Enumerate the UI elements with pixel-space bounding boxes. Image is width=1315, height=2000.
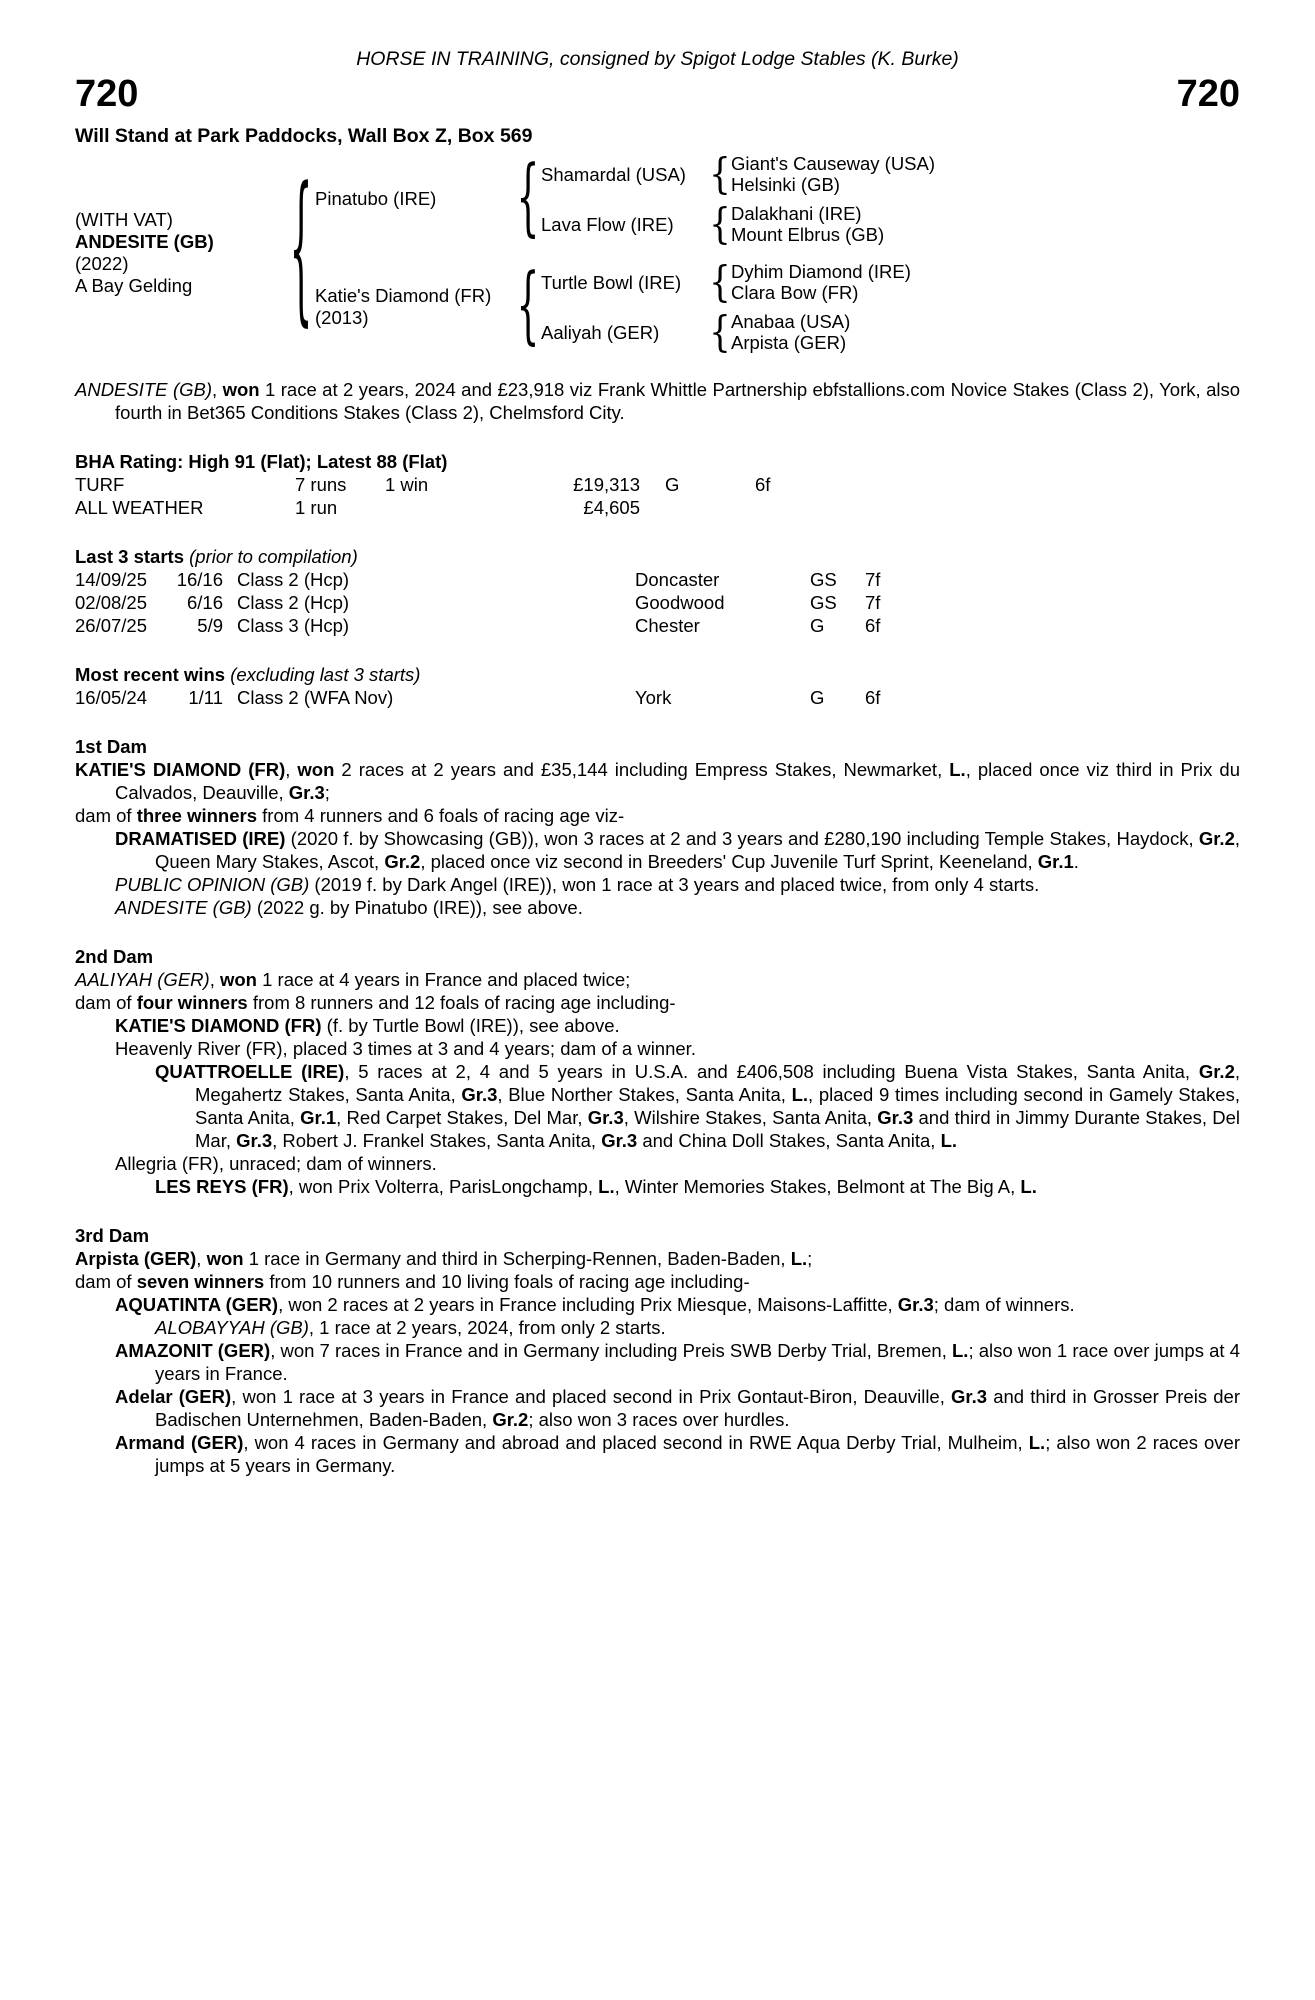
pedigree-brace-sd: {: [709, 199, 731, 249]
start-row: [75, 614, 1240, 637]
dam1-heading: 1st Dam: [75, 736, 147, 757]
stand-line: Will Stand at Park Paddocks, Wall Box Z, Box 569: [75, 125, 533, 147]
dam-grandparents: [541, 257, 911, 357]
lot-number-right: 720: [1176, 73, 1240, 115]
course: Doncaster: [635, 569, 720, 590]
dam3-progeny: AMAZONIT (GER), won 7 races in France and in Germany including Preis SWB Derby Trial, Bremen, L.; also won 1 race over jumps at 4 years in France.: [115, 1340, 1240, 1384]
distance: 7f: [865, 569, 881, 590]
surface-label: TURF: [75, 474, 125, 495]
dam1-paragraph: dam of three winners from 4 runners and 6 foals of racing age viz-: [75, 805, 625, 826]
course: Chester: [635, 615, 700, 636]
dam1-paragraph: KATIE'S DIAMOND (FR), won 2 races at 2 years and £35,144 including Empress Stakes, Newmarket, L., placed once viz third in Prix du Calvados, Deauville, Gr.3;: [75, 759, 1240, 803]
going: [640, 496, 755, 519]
sire-grandparents: [541, 149, 936, 249]
dam3-progeny: AQUATINTA (GER), won 2 races at 2 years in France including Prix Miesque, Maisons-Laffitte, Gr.3; dam of winners.: [115, 1294, 1075, 1315]
great-grandparent: Clara Bow (FR): [731, 282, 859, 303]
consignor-line: HORSE IN TRAINING, consigned by Spigot Lodge Stables (K. Burke): [356, 48, 959, 70]
dam-dam-parents: [731, 311, 850, 353]
lot-number-row: [75, 75, 1240, 113]
distance: [755, 496, 1240, 519]
dam-sire-parents: [731, 261, 911, 303]
sire-sire-parents: [731, 153, 935, 195]
dam3-paragraph: Arpista (GER), won 1 race in Germany and third in Scherping-Rennen, Baden-Baden, L.;: [75, 1248, 813, 1269]
finish-position: 5/9: [197, 615, 223, 636]
pedigree-dam-block: [315, 257, 935, 357]
race-date: 26/07/25: [75, 615, 148, 636]
dam3-progeny: Armand (GER), won 4 races in Germany and abroad and placed second in RWE Aqua Derby Trial, Mulheim, L.; also won 2 races over jumps at 5 years in Germany.: [115, 1432, 1240, 1476]
race-date: 14/09/25: [75, 569, 148, 590]
win-row: [75, 686, 1240, 709]
great-grandparent: Mount Elbrus (GB): [731, 224, 885, 245]
finish-position: 16/16: [176, 569, 223, 590]
pedigree-table: [75, 149, 1240, 357]
dam1-progeny: PUBLIC OPINION (GB) (2019 f. by Dark Angel (IRE)), won 1 race at 3 years and placed twice, from only 4 starts.: [115, 874, 1040, 895]
dam2-paragraph: dam of four winners from 8 runners and 12 foals of racing age including-: [75, 992, 676, 1013]
earnings: £4,605: [583, 497, 640, 518]
great-grandparent: Giant's Causeway (USA): [731, 153, 936, 174]
sire-name: Pinatubo (IRE): [315, 188, 437, 209]
lot-number-left: 720: [75, 73, 139, 115]
race-record-row-aw: [75, 496, 1240, 519]
great-grandparent: Anabaa (USA): [731, 311, 851, 332]
last-starts-title: Last 3 starts (prior to compilation): [75, 546, 358, 567]
race-record-paragraph: ANDESITE (GB), won 1 race at 2 years, 2024 and £23,918 viz Frank Whittle Partnership ebfstallions.com Novice Stakes (Class 2), York, also fourth in Bet365 Conditions Stakes (Class 2), Chelmsford City.: [75, 379, 1241, 423]
dam3-progeny: ALOBAYYAH (GB), 1 race at 2 years, 2024, from only 2 starts.: [155, 1317, 666, 1338]
finish-position: 1/11: [188, 687, 223, 708]
sire-dam-name: Lava Flow (IRE): [541, 213, 674, 235]
dam-year: (2013): [315, 307, 369, 328]
dam2-progeny: KATIE'S DIAMOND (FR) (f. by Turtle Bowl (IRE)), see above.: [115, 1015, 620, 1036]
dam-name: Katie's Diamond (FR): [315, 285, 492, 306]
sire-sire-block: [541, 149, 936, 199]
dam2-progeny: Allegria (FR), unraced; dam of winners.: [115, 1153, 437, 1174]
pedigree-horse-name: ANDESITE (GB): [75, 231, 214, 252]
runs-count: 7 runs: [295, 474, 347, 495]
race-class: Class 2 (Hcp): [237, 569, 350, 590]
great-grandparent: Dyhim Diamond (IRE): [731, 261, 911, 282]
great-grandparent: Arpista (GER): [731, 332, 847, 353]
dam2-paragraph: AALIYAH (GER), won 1 race at 4 years in France and placed twice;: [75, 969, 631, 990]
sire-dam-parents: [731, 203, 884, 245]
race-date: 02/08/25: [75, 592, 148, 613]
pedigree-brace-ss: {: [709, 149, 731, 199]
sire-dam-block: [541, 199, 935, 249]
dam-sire-name: Turtle Bowl (IRE): [541, 271, 682, 293]
dam-sire-block: [541, 257, 911, 307]
finish-position: 6/16: [186, 592, 223, 613]
vat-note: (WITH VAT): [75, 209, 173, 230]
great-grandparent: Helsinki (GB): [731, 174, 840, 195]
dam1-progeny: DRAMATISED (IRE) (2020 f. by Showcasing (GB)), won 3 races at 2 and 3 years and £280,190 including Temple Stakes, Haydock, Gr.2, Queen Mary Stakes, Ascot, Gr.2, placed once viz second in Breeders' Cup Juvenile Turf Sprint, Keeneland, Gr.1.: [115, 828, 1240, 872]
dam3-paragraph: dam of seven winners from 10 runners and 10 living foals of racing age including-: [75, 1271, 750, 1292]
dam2-progeny: LES REYS (FR), won Prix Volterra, ParisLongchamp, L., Winter Memories Stakes, Belmont at The Big A, L.: [155, 1176, 1037, 1197]
going: GS: [810, 569, 837, 590]
great-grandparent: Dalakhani (IRE): [731, 203, 862, 224]
dam-name-cell: [315, 285, 515, 329]
going: G: [810, 615, 825, 636]
race-date: 16/05/24: [75, 687, 148, 708]
dam-dam-name: Aaliyah (GER): [541, 321, 660, 343]
pedigree-sire-block: [315, 149, 936, 249]
bha-rating-line: BHA Rating: High 91 (Flat); Latest 88 (Flat): [75, 451, 448, 472]
dam2-heading: 2nd Dam: [75, 946, 154, 967]
dam2-progeny: QUATTROELLE (IRE), 5 races at 2, 4 and 5 years in U.S.A. and £406,508 including Buena Vista Stakes, Santa Anita, Gr.2, Megahertz Stakes, Santa Anita, Gr.3, Blue Norther Stakes, Santa Anita, L., placed 9 times including second in Gamely Stakes, Santa Anita, Gr.1, Red Carpet Stakes, Del Mar, Gr.3, Wilshire Stakes, Santa Anita, Gr.3 and third in Jimmy Durante Stakes, Del Mar, Gr.3, Robert J. Frankel Stakes, Santa Anita, Gr.3 and China Doll Stakes, Santa Anita, L.: [155, 1061, 1241, 1151]
wins-count: 1 win: [385, 474, 429, 495]
earnings: £19,313: [573, 474, 640, 495]
going: GS: [810, 592, 837, 613]
dam1-progeny: ANDESITE (GB) (2022 g. by Pinatubo (IRE)), see above.: [115, 897, 583, 918]
pedigree-horse-colour: A Bay Gelding: [75, 275, 193, 296]
recent-wins-title: Most recent wins (excluding last 3 starts): [75, 664, 421, 685]
dam2-progeny: Heavenly River (FR), placed 3 times at 3 and 4 years; dam of a winner.: [115, 1038, 696, 1059]
pedigree-brace-sire: {: [516, 149, 540, 246]
distance: 7f: [865, 592, 881, 613]
dam-dam-block: [541, 307, 911, 357]
course: York: [635, 687, 672, 708]
pedigree-horse-info: [75, 209, 287, 297]
dam3-heading: 3rd Dam: [75, 1225, 150, 1246]
pedigree-brace-main: {: [289, 158, 313, 343]
distance: 6f: [865, 687, 881, 708]
start-row: [75, 568, 1240, 591]
pedigree-horse-year: (2022): [75, 253, 129, 274]
sire-sire-name: Shamardal (USA): [541, 163, 686, 185]
pedigree-brace-dd: {: [709, 307, 731, 357]
sire-name-cell: [315, 188, 515, 210]
runs-count: 1 run: [295, 497, 338, 518]
course: Goodwood: [635, 592, 725, 613]
pedigree-brace-dam: {: [516, 257, 540, 354]
going: G: [810, 687, 825, 708]
pedigree-brace-ds: {: [709, 257, 731, 307]
wins-count: [385, 496, 465, 519]
race-class: Class 2 (Hcp): [237, 592, 350, 613]
distance: 6f: [755, 474, 771, 495]
dam3-progeny: Adelar (GER), won 1 race at 3 years in France and placed second in Prix Gontaut-Biron, Deauville, Gr.3 and third in Grosser Preis der Badischen Unternehmen, Baden-Baden, Gr.2; also won 3 races over hurdles.: [115, 1386, 1240, 1430]
pedigree-parents: [315, 149, 936, 357]
distance: 6f: [865, 615, 881, 636]
start-row: [75, 591, 1240, 614]
race-class: Class 3 (Hcp): [237, 615, 350, 636]
race-record-row-turf: [75, 473, 1240, 496]
surface-label: ALL WEATHER: [75, 497, 204, 518]
race-class: Class 2 (WFA Nov): [237, 687, 394, 708]
going: G: [665, 474, 680, 495]
